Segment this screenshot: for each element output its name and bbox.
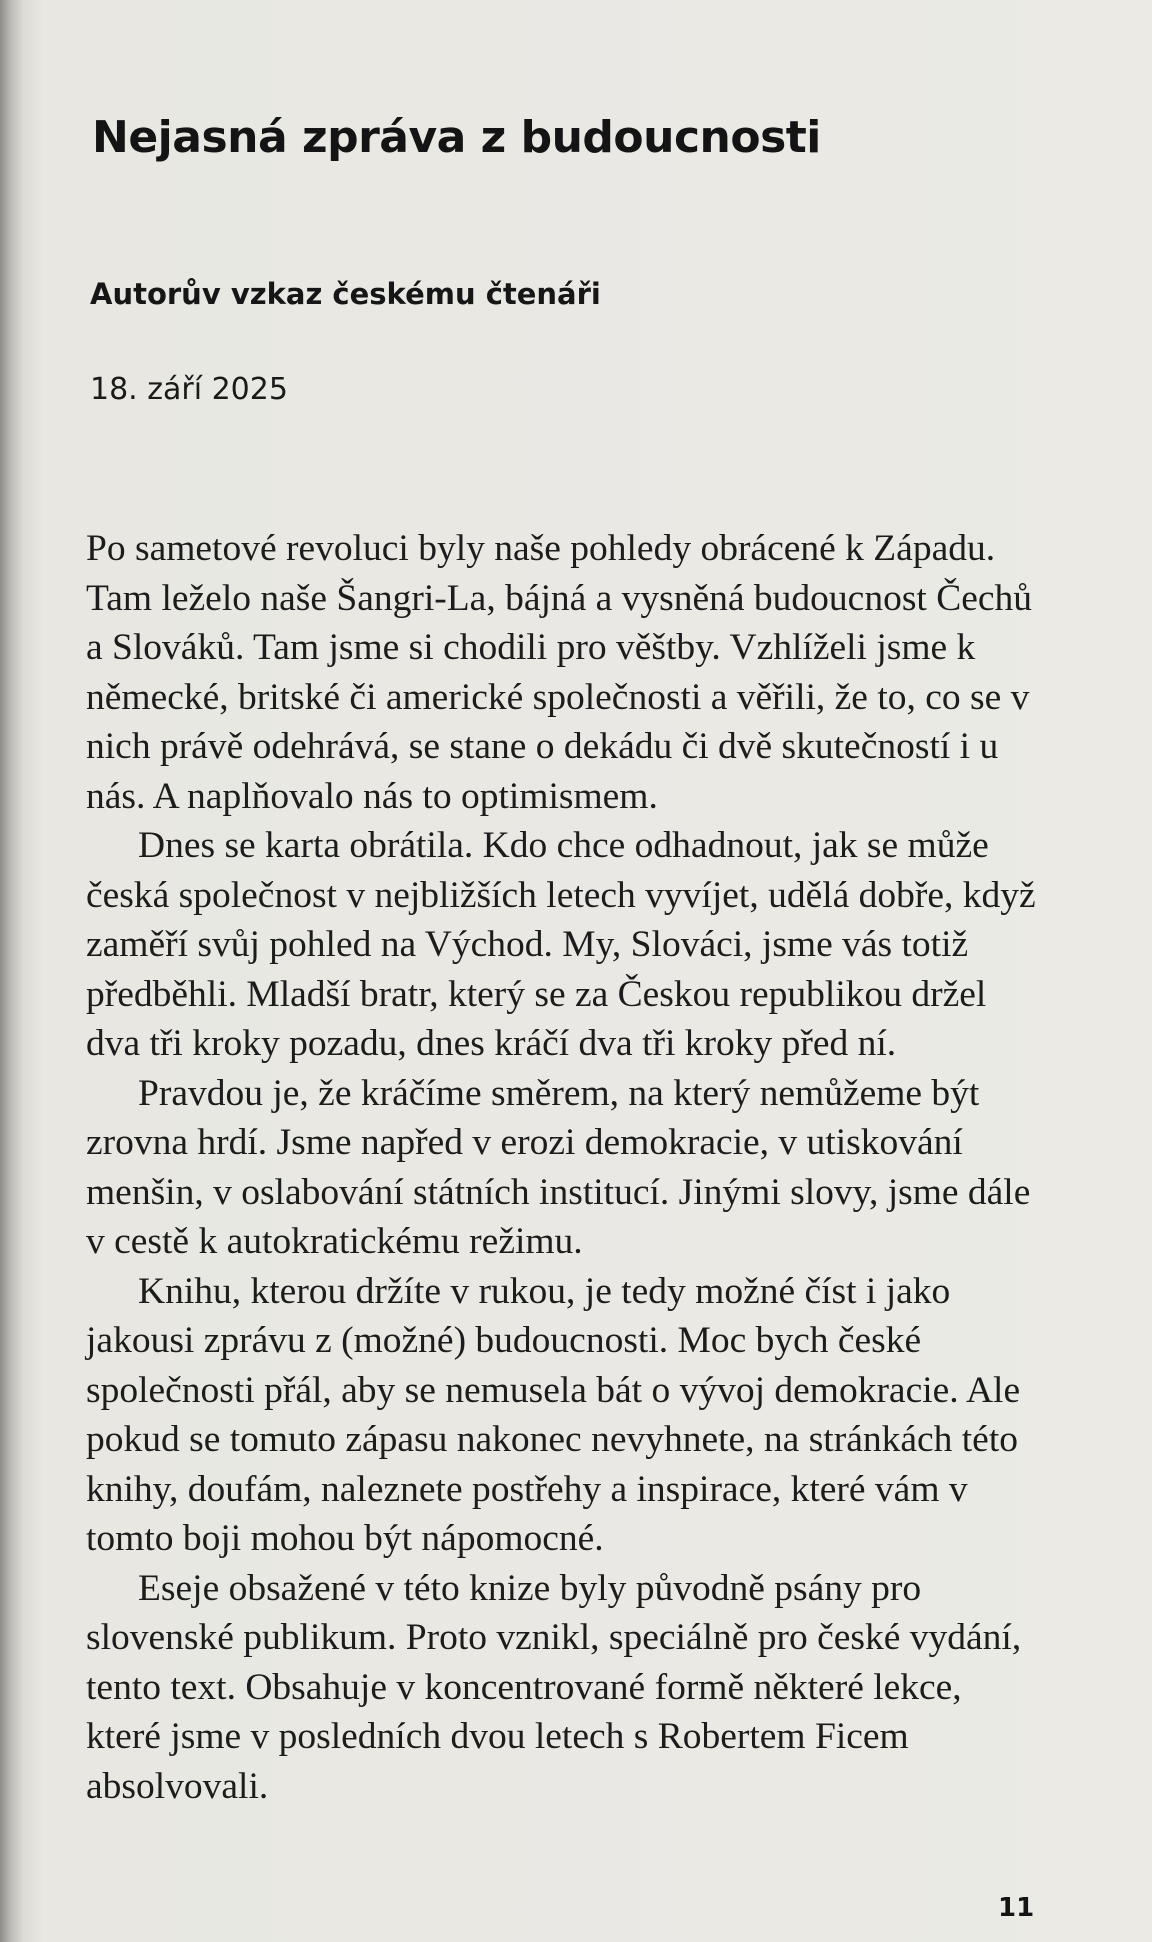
paragraph-4: Knihu, kterou držíte v rukou, je tedy možné číst i jako jakousi zprávu z (možné) budoucnosti. Moc bych české společnosti přál, aby se nemusela bát o vývoj demokracie. Ale pokud se tomuto zápasu nakonec nevyhnete, na stránkách této knihy, doufám, naleznete postřehy a inspirace, které vám v tomto boji mohou být nápomocné. <box>86 1270 1021 1559</box>
page-number: 11 <box>998 1893 1035 1923</box>
chapter-subtitle: Autorův vzkaz českému čtenáři <box>90 277 601 311</box>
body-text <box>86 524 1036 1811</box>
paragraph-2: Dnes se karta obrátila. Kdo chce odhadnout, jak se může česká společnost v nejbližších letech vyvíjet, udělá dobře, když zaměří svůj pohled na Východ. My, Slováci, jsme vás totiž předběhli. Mladší bratr, který se za Českou republikou držel dva tři kroky pozadu, dnes kráčí dva tři kroky před ní. <box>86 825 1036 1064</box>
paragraph-5: Eseje obsažené v této knize byly původně psány pro slovenské publikum. Proto vznikl, speciálně pro české vydání, tento text. Obsahuje v koncentrované formě některé lekce, které jsme v posledních dvou letech s Robertem Ficem absolvovali. <box>86 1567 1022 1807</box>
date-line: 18. září 2025 <box>90 372 288 407</box>
paragraph-1: Po sametové revoluci byly naše pohledy obrácené k Západu. Tam leželo naše Šangri-La, bájná a vysněná budoucnost Čechů a Slováků. Tam jsme si chodili pro věštby. Vzhlíželi jsme k německé, britské či americké společnosti a věřili, že to, co se v nich právě odehrává, se stane o dekádu či dvě skutečností i u nás. A naplňovalo nás to optimismem. <box>86 528 1033 817</box>
chapter-title: Nejasná zpráva z budoucnosti <box>92 112 821 163</box>
paragraph-3: Pravdou je, že kráčíme směrem, na který nemůžeme být zrovna hrdí. Jsme napřed v erozi demokracie, v utiskování menšin, v oslabování státních institucí. Jinými slovy, jsme dále v cestě k autokratickému režimu. <box>86 1072 1031 1262</box>
